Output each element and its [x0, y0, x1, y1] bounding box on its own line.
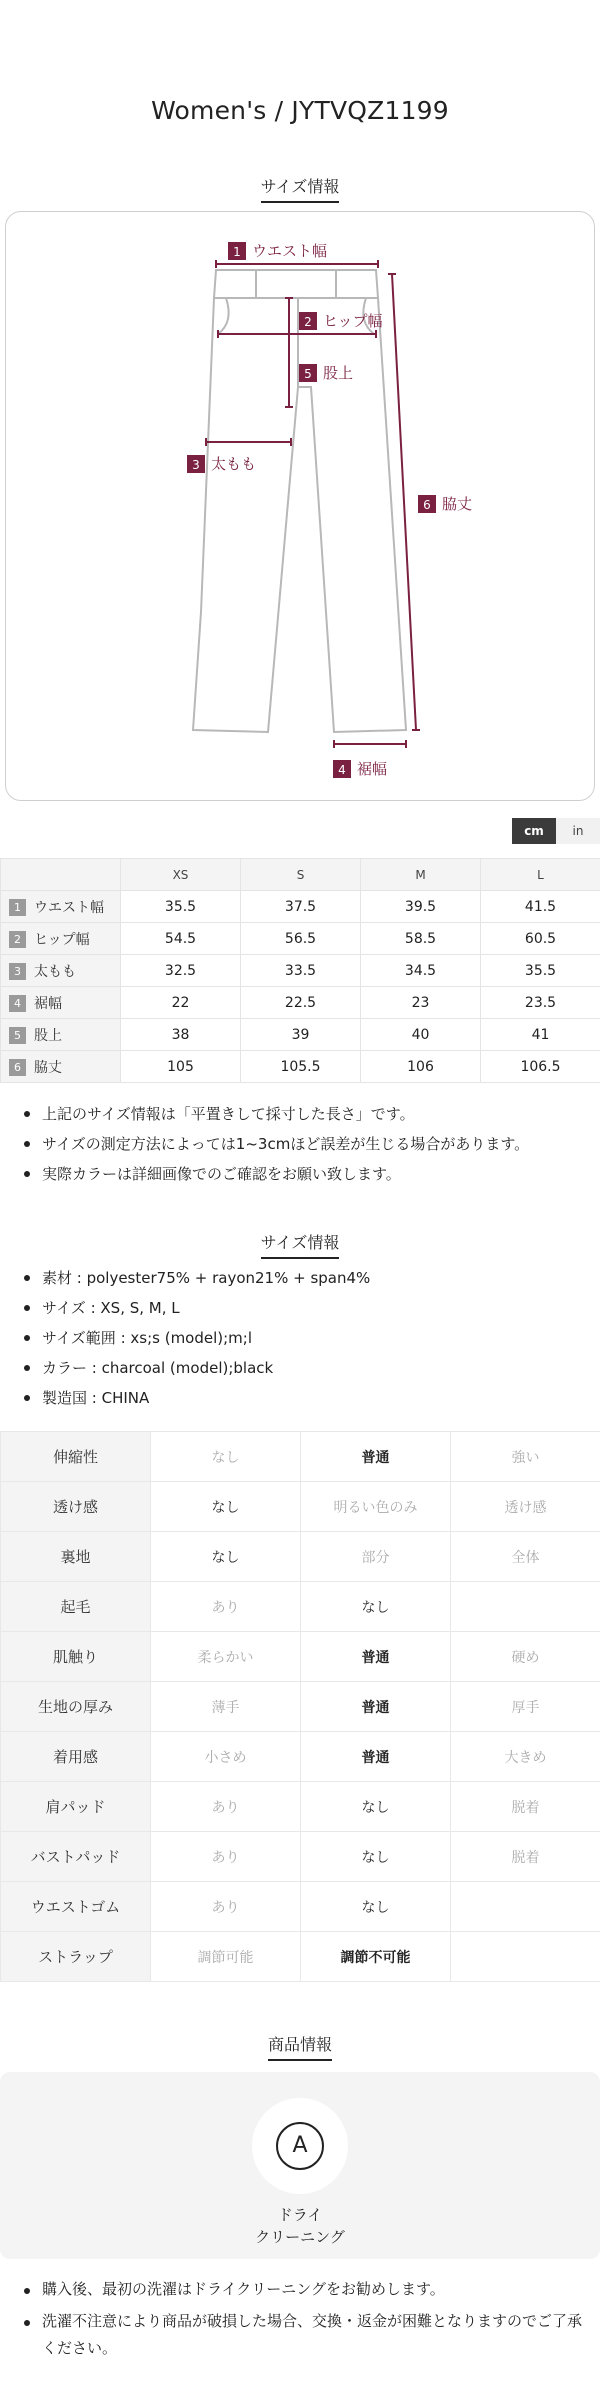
fabric-attribute-label: ウエストゴム [1, 1882, 151, 1932]
svg-text:1: 1 [233, 245, 241, 259]
fabric-option: 明るい色のみ [301, 1482, 451, 1532]
fabric-option: なし [301, 1832, 451, 1882]
fabric-option: あり [151, 1832, 301, 1882]
table-row [1, 1732, 600, 1782]
fabric-option: なし [301, 1782, 451, 1832]
unit-in-button[interactable]: in [556, 818, 600, 844]
fabric-option: 普通 [301, 1682, 451, 1732]
table-row [1, 1532, 600, 1582]
fabric-option: 大きめ [451, 1732, 600, 1782]
fabric-option: 普通 [301, 1632, 451, 1682]
fabric-option: なし [151, 1482, 301, 1532]
table-row [1, 1932, 600, 1982]
fabric-option: 調節不可能 [301, 1932, 451, 1982]
row-label: 1 ウエスト幅 [1, 891, 121, 923]
table-cell: 39 [241, 1019, 361, 1051]
table-row [1, 1832, 600, 1882]
table-row [1, 1882, 600, 1932]
diagram-labels [187, 242, 472, 778]
table-row [1, 891, 600, 923]
row-label: 2 ヒップ幅 [1, 923, 121, 955]
table-cell: 22 [121, 987, 241, 1019]
row-label: 5 股上 [1, 1019, 121, 1051]
fabric-option: 小さめ [151, 1732, 301, 1782]
label-thigh [187, 455, 256, 473]
care-label-line2: クリーニング [255, 2228, 345, 2246]
table-cell: 38 [121, 1019, 241, 1051]
fabric-option [451, 1932, 600, 1982]
label-waist [228, 242, 327, 260]
list-item: カラー : charcoal (model);black [20, 1353, 590, 1383]
table-cell: 23 [361, 987, 481, 1019]
table-cell: 40 [361, 1019, 481, 1051]
care-info-box [0, 2072, 600, 2259]
size-table-corner [1, 859, 121, 891]
list-item: サイズの測定方法によっては1~3cmほど誤差が生じる場合があります。 [20, 1129, 590, 1159]
label-hem [333, 760, 387, 778]
table-cell: 37.5 [241, 891, 361, 923]
fabric-option: 柔らかい [151, 1632, 301, 1682]
table-cell: 39.5 [361, 891, 481, 923]
table-row [1, 1019, 600, 1051]
fabric-attribute-label: 裏地 [1, 1532, 151, 1582]
size-header-xs: XS [121, 859, 241, 891]
fabric-attribute-label: 着用感 [1, 1732, 151, 1782]
svg-text:股上: 股上 [323, 364, 354, 382]
svg-text:4: 4 [338, 763, 346, 777]
size-table [0, 858, 600, 1083]
care-label-line1: ドライ [277, 2206, 323, 2224]
fabric-attribute-label: バストパッド [1, 1832, 151, 1882]
table-cell: 22.5 [241, 987, 361, 1019]
fabric-option: あり [151, 1882, 301, 1932]
product-section-title-text: 商品情報 [268, 2032, 332, 2061]
svg-text:裾幅: 裾幅 [357, 760, 388, 778]
svg-text:2: 2 [304, 315, 312, 329]
fabric-option: 調節可能 [151, 1932, 301, 1982]
fabric-option [451, 1582, 600, 1632]
table-cell: 105 [121, 1051, 241, 1083]
table-row [1, 1482, 600, 1532]
label-outseam [418, 495, 472, 513]
svg-text:ヒップ幅: ヒップ幅 [323, 312, 383, 330]
table-row [1, 1582, 600, 1632]
table-row [1, 955, 600, 987]
fabric-attribute-label: 伸縮性 [1, 1432, 151, 1482]
fabric-option: 部分 [301, 1532, 451, 1582]
table-row [1, 923, 600, 955]
fabric-option: あり [151, 1782, 301, 1832]
table-cell: 32.5 [121, 955, 241, 987]
list-item: 実際カラーは詳細画像でのご確認をお願い致します。 [20, 1159, 590, 1189]
size-header-l: L [481, 859, 600, 891]
table-cell: 35.5 [481, 955, 600, 987]
list-item: 洗濯不注意により商品が破損した場合、交換・返金が困難となりますのでご了承ください。 [20, 2308, 590, 2362]
pants-diagram-svg [6, 212, 596, 802]
fabric-attribute-label: ストラップ [1, 1932, 151, 1982]
size-header-s: S [241, 859, 361, 891]
fabric-option: あり [151, 1582, 301, 1632]
fabric-characteristics-table [0, 1431, 600, 1982]
list-item: サイズ範囲 : xs;s (model);m;l [20, 1323, 590, 1353]
size-header-m: M [361, 859, 481, 891]
fabric-option: 厚手 [451, 1682, 600, 1732]
table-cell: 41 [481, 1019, 600, 1051]
svg-text:3: 3 [192, 458, 200, 472]
table-cell: 34.5 [361, 955, 481, 987]
fabric-option: なし [151, 1432, 301, 1482]
fabric-attribute-label: 肩パッド [1, 1782, 151, 1832]
size-diagram [5, 211, 595, 801]
table-cell: 106 [361, 1051, 481, 1083]
fabric-option: 脱着 [451, 1832, 600, 1882]
list-item: 上記のサイズ情報は「平置きして採寸した長さ」です。 [20, 1099, 590, 1129]
measurement-lines [206, 260, 420, 748]
care-label [0, 2204, 600, 2248]
list-item: 購入後、最初の洗濯はドライクリーニングをお勧めします。 [20, 2276, 590, 2303]
fabric-attribute-label: 生地の厚み [1, 1682, 151, 1732]
label-rise [299, 364, 353, 382]
unit-toggle [512, 818, 600, 844]
fabric-attribute-label: 肌触り [1, 1632, 151, 1682]
fabric-option: 硬め [451, 1632, 600, 1682]
table-row [1, 1782, 600, 1832]
row-label: 3 太もも [1, 955, 121, 987]
product-title: Women's / JYTVQZ1199 [151, 96, 449, 125]
spec-list [20, 1263, 590, 1413]
spec-section-title [0, 1230, 600, 1259]
table-cell: 33.5 [241, 955, 361, 987]
table-cell: 56.5 [241, 923, 361, 955]
fabric-option: 普通 [301, 1732, 451, 1782]
fabric-option: なし [151, 1532, 301, 1582]
fabric-option [451, 1882, 600, 1932]
spec-section-title-text: サイズ情報 [261, 1230, 340, 1259]
table-cell: 58.5 [361, 923, 481, 955]
table-cell: 106.5 [481, 1051, 600, 1083]
dry-clean-icon: A [276, 2122, 324, 2170]
fabric-option: 普通 [301, 1432, 451, 1482]
pants-outline [193, 270, 406, 732]
table-cell: 54.5 [121, 923, 241, 955]
list-item: サイズ : XS, S, M, L [20, 1293, 590, 1323]
list-item: 製造国 : CHINA [20, 1383, 590, 1413]
row-label: 6 脇丈 [1, 1051, 121, 1083]
table-cell: 60.5 [481, 923, 600, 955]
table-cell: 41.5 [481, 891, 600, 923]
table-row [1, 1682, 600, 1732]
size-section-title-text: サイズ情報 [261, 174, 340, 203]
fabric-option: なし [301, 1882, 451, 1932]
table-row [1, 1432, 600, 1482]
table-row [1, 987, 600, 1019]
fabric-option: 薄手 [151, 1682, 301, 1732]
svg-text:5: 5 [304, 367, 312, 381]
unit-cm-button[interactable]: cm [512, 818, 556, 844]
svg-text:脇丈: 脇丈 [442, 495, 473, 513]
fabric-option: 透け感 [451, 1482, 600, 1532]
row-label: 4 裾幅 [1, 987, 121, 1019]
list-item: 素材 : polyester75% + rayon21% + span4% [20, 1263, 590, 1293]
fabric-attribute-label: 透け感 [1, 1482, 151, 1532]
table-cell: 35.5 [121, 891, 241, 923]
svg-text:太もも: 太もも [211, 455, 257, 473]
table-cell: 23.5 [481, 987, 600, 1019]
svg-text:ウエスト幅: ウエスト幅 [252, 242, 328, 260]
table-cell: 105.5 [241, 1051, 361, 1083]
fabric-option: 全体 [451, 1532, 600, 1582]
size-table-header [1, 859, 600, 891]
label-hip [299, 312, 383, 330]
svg-text:6: 6 [423, 498, 431, 512]
fabric-option: なし [301, 1582, 451, 1632]
care-icon-circle [252, 2098, 348, 2194]
size-notes [20, 1099, 590, 1189]
fabric-option: 強い [451, 1432, 600, 1482]
fabric-option: 脱着 [451, 1782, 600, 1832]
table-row [1, 1632, 600, 1682]
table-row [1, 1051, 600, 1083]
care-notes [20, 2276, 590, 2367]
fabric-attribute-label: 起毛 [1, 1582, 151, 1632]
product-section-title [0, 2032, 600, 2061]
size-section-title [0, 174, 600, 203]
